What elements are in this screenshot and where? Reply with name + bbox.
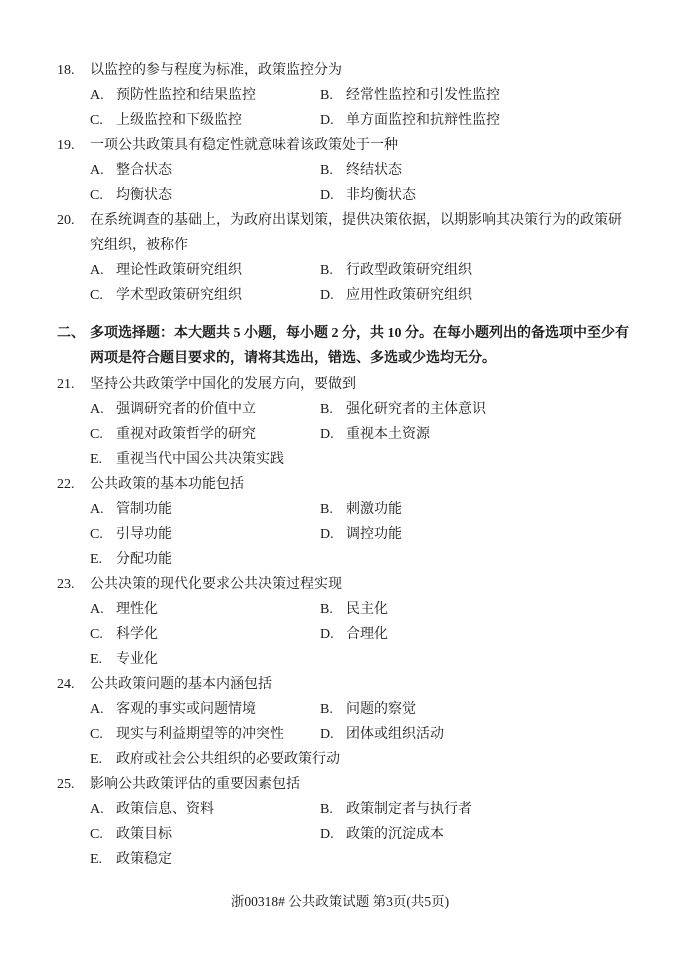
option-label: D. [320,427,334,442]
question-20-option-a [90,258,320,283]
option-text: 应用性政策研究组织 [346,288,472,303]
option-text: 经常性监控和引发性监控 [346,88,500,103]
section-single-choice-questions [57,58,630,308]
question-options [90,258,630,308]
question-text: 坚持公共政策学中国化的发展方向，要做到 [90,377,356,392]
option-text: 理性化 [116,602,158,617]
question-23-option-c [90,622,320,647]
option-text: 学术型政策研究组织 [116,288,242,303]
question-20-option-d [320,283,630,308]
option-text: 重视对政策哲学的研究 [116,427,256,442]
question-line [57,208,630,258]
option-text: 整合状态 [116,163,172,178]
option-text: 政策信息、资料 [116,802,214,817]
option-label: B. [320,502,333,517]
question-22-option-a [90,497,320,522]
option-label: B. [320,802,333,817]
question-text: 公共决策的现代化要求公共决策过程实现 [90,577,342,592]
question-23-option-e [90,647,630,672]
option-text: 非均衡状态 [346,188,416,203]
question-25-option-c [90,822,320,847]
option-label: B. [320,702,333,717]
option-text: 预防性监控和结果监控 [116,88,256,103]
question-line [57,572,630,597]
question-24-option-e [90,747,630,772]
question-options [90,597,630,672]
option-label: E. [90,452,103,467]
option-text: 行政型政策研究组织 [346,263,472,278]
option-label: C. [90,627,103,642]
question-options [90,697,630,772]
option-text: 引导功能 [116,527,172,542]
option-text: 调控功能 [346,527,402,542]
question-25-option-d [320,822,630,847]
option-text: 民主化 [346,602,388,617]
option-text: 合理化 [346,627,388,642]
question-25 [57,772,630,872]
question-24-option-b [320,697,630,722]
option-label: D. [320,727,334,742]
question-18-option-a [90,83,320,108]
question-number: 23. [57,577,75,592]
question-24-option-d [320,722,630,747]
question-options [90,397,630,472]
option-text: 重视本土资源 [346,427,430,442]
question-20-option-b [320,258,630,283]
option-text: 上级监控和下级监控 [116,113,242,128]
option-label: C. [90,427,103,442]
option-label: D. [320,288,334,303]
question-20 [57,208,630,308]
option-text: 单方面监控和抗辩性监控 [346,113,500,128]
option-label: E. [90,852,103,867]
option-text: 团体或组织活动 [346,727,444,742]
question-number: 20. [57,213,75,228]
question-24 [57,672,630,772]
question-line [57,772,630,797]
question-22 [57,472,630,572]
question-19 [57,133,630,208]
question-text: 以监控的参与程度为标准，政策监控分为 [90,63,342,78]
question-23 [57,572,630,672]
question-18 [57,58,630,133]
option-label: B. [320,402,333,417]
section-instructions: 多项选择题：本大题共 5 小题，每小题 2 分，共 10 分。在每小题列出的备选项中至少有两项是符合题目要求的，请将其选出，错选、多选或少选均无分。 [90,326,629,366]
option-text: 终结状态 [346,163,402,178]
option-text: 政府或社会公共组织的必要政策行动 [116,752,340,767]
question-18-option-d [320,108,630,133]
option-text: 科学化 [116,627,158,642]
question-25-option-a [90,797,320,822]
question-21 [57,372,630,472]
question-number: 19. [57,138,75,153]
option-label: E. [90,552,103,567]
option-text: 理论性政策研究组织 [116,263,242,278]
option-label: E. [90,752,103,767]
question-options [90,797,630,872]
option-text: 强化研究者的主体意识 [346,402,486,417]
question-19-option-b [320,158,630,183]
option-label: B. [320,263,333,278]
option-label: D. [320,827,334,842]
question-20-option-c [90,283,320,308]
question-19-option-c [90,183,320,208]
question-number: 18. [57,63,75,78]
option-text: 均衡状态 [116,188,172,203]
question-23-option-b [320,597,630,622]
question-24-option-c [90,722,320,747]
question-25-option-b [320,797,630,822]
option-label: D. [320,627,334,642]
option-label: A. [90,263,104,278]
question-24-option-a [90,697,320,722]
option-label: B. [320,602,333,617]
question-23-option-a [90,597,320,622]
question-21-option-c [90,422,320,447]
option-text: 政策稳定 [116,852,172,867]
question-text: 影响公共政策评估的重要因素包括 [90,777,300,792]
option-label: A. [90,702,104,717]
question-text: 在系统调查的基础上，为政府出谋划策，提供决策依据，以期影响其决策行为的政策研究组织，被称作 [90,213,622,253]
option-text: 问题的察觉 [346,702,416,717]
option-label: E. [90,652,103,667]
option-text: 政策目标 [116,827,172,842]
question-line [57,133,630,158]
option-label: A. [90,502,104,517]
option-label: C. [90,527,103,542]
question-18-option-c [90,108,320,133]
question-22-option-c [90,522,320,547]
question-21-option-e [90,447,630,472]
question-23-option-d [320,622,630,647]
option-text: 分配功能 [116,552,172,567]
option-label: A. [90,602,104,617]
option-label: C. [90,188,103,203]
option-text: 专业化 [116,652,158,667]
question-22-option-e [90,547,630,572]
option-label: C. [90,727,103,742]
section-header-multiple-choice [57,321,630,371]
question-number: 25. [57,777,75,792]
question-number: 21. [57,377,75,392]
option-label: A. [90,402,104,417]
question-line [57,672,630,697]
question-18-option-b [320,83,630,108]
option-label: D. [320,113,334,128]
question-options [90,497,630,572]
question-options [90,158,630,208]
section-number: 二、 [57,326,85,341]
option-label: C. [90,288,103,303]
page-footer: 浙00318# 公共政策试题 第3页(共5页) [230,894,450,909]
option-text: 现实与利益期望等的冲突性 [116,727,284,742]
question-21-option-b [320,397,630,422]
question-number: 24. [57,677,75,692]
question-number: 22. [57,477,75,492]
option-label: C. [90,827,103,842]
option-label: D. [320,188,334,203]
question-text: 公共政策问题的基本内涵包括 [90,677,272,692]
option-label: A. [90,88,104,103]
question-line [57,58,630,83]
question-22-option-b [320,497,630,522]
question-21-option-a [90,397,320,422]
option-label: A. [90,163,104,178]
option-text: 政策制定者与执行者 [346,802,472,817]
option-label: B. [320,88,333,103]
question-19-option-a [90,158,320,183]
option-text: 刺激功能 [346,502,402,517]
question-19-option-d [320,183,630,208]
option-text: 政策的沉淀成本 [346,827,444,842]
question-options [90,83,630,133]
option-label: B. [320,163,333,178]
option-label: C. [90,113,103,128]
option-text: 强调研究者的价值中立 [116,402,256,417]
option-label: D. [320,527,334,542]
option-label: A. [90,802,104,817]
section-multiple-choice-questions [57,372,630,872]
option-text: 客观的事实或问题情境 [116,702,256,717]
option-text: 重视当代中国公共决策实践 [116,452,284,467]
question-text: 公共政策的基本功能包括 [90,477,244,492]
question-25-option-e [90,847,630,872]
question-22-option-d [320,522,630,547]
question-line [57,472,630,497]
question-text: 一项公共政策具有稳定性就意味着该政策处于一种 [90,138,398,153]
option-text: 管制功能 [116,502,172,517]
question-21-option-d [320,422,630,447]
question-line [57,372,630,397]
